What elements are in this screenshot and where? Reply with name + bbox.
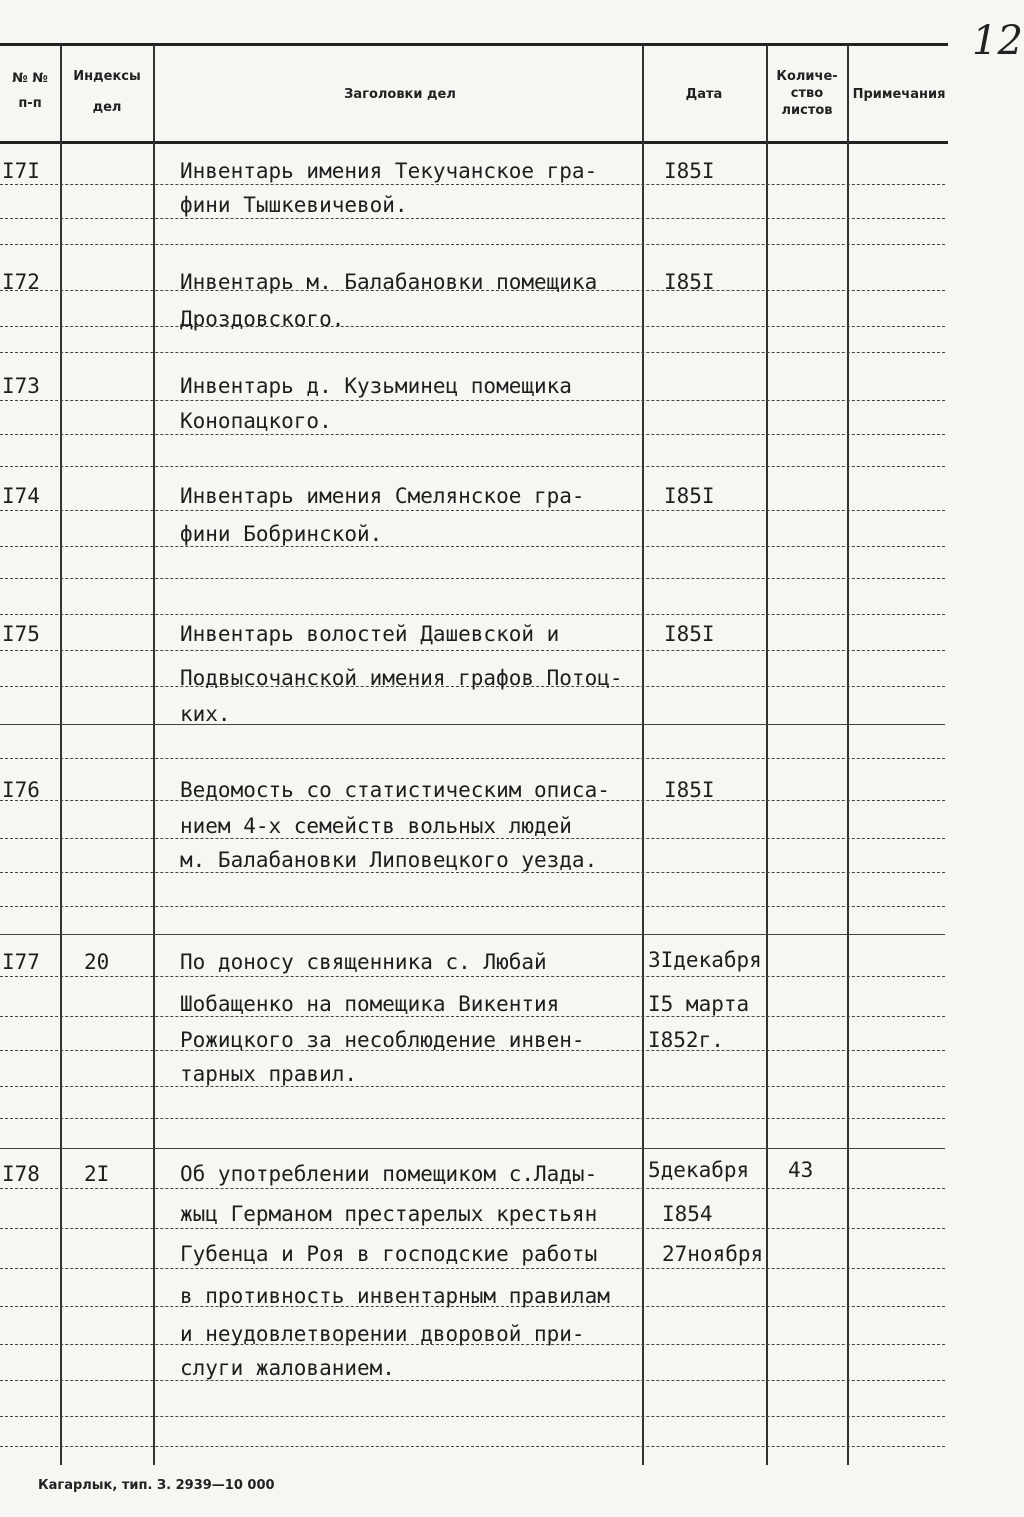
row-date-line: 3Iдекабря <box>648 948 762 972</box>
ruled-line <box>0 1446 945 1448</box>
ruled-line <box>0 1188 945 1190</box>
ruled-line <box>0 400 945 402</box>
ruled-line <box>0 1086 945 1088</box>
column-divider <box>60 45 62 1465</box>
row-date-line: I85I <box>664 270 715 294</box>
row-date-line: I85I <box>664 484 715 508</box>
header-index <box>62 68 152 116</box>
row-title-line: По доносу священника с. Любай <box>180 950 547 974</box>
row-date-line: I852г. <box>648 1028 724 1052</box>
row-title-line: Инвентарь волостей Дашевской и <box>180 622 560 646</box>
row-title-line: Дроздовского. <box>180 307 345 331</box>
row-number: I78 <box>2 1162 40 1186</box>
row-title-line: Подвысочанской имения графов Потоц- <box>180 666 623 690</box>
row-date-line: I85I <box>664 778 715 802</box>
ruled-line <box>0 1118 945 1120</box>
ruled-line <box>0 510 945 512</box>
header-rule-top <box>0 43 948 46</box>
row-number: I73 <box>2 374 40 398</box>
ruled-line <box>0 758 945 760</box>
header-title: Заголовки дел <box>344 87 456 102</box>
row-date-line: I85I <box>664 622 715 646</box>
ruled-line <box>0 724 945 726</box>
ruled-line <box>0 1228 945 1230</box>
row-number: I76 <box>2 778 40 802</box>
row-title-line: м. Балабановки Липовецкого уезда. <box>180 848 598 872</box>
header-rule-bottom <box>0 141 948 144</box>
header-no <box>0 70 60 112</box>
row-index: 20 <box>84 950 110 974</box>
row-title-line: тарных правил. <box>180 1062 358 1086</box>
header-sheets <box>768 68 846 119</box>
row-title-line: Инвентарь имения Текучанское гра- <box>180 159 598 183</box>
header-sheets-line: Количе- <box>776 69 838 84</box>
row-title-line: Конопацкого. <box>180 409 332 433</box>
row-title-line: жыц Германом престарелых крестьян <box>180 1202 598 1226</box>
header-index-line: дел <box>92 100 122 115</box>
header-notes: Примечания <box>852 87 946 102</box>
row-date-line: I854 <box>662 1202 713 1226</box>
row-number: I74 <box>2 484 40 508</box>
row-title-line: и неудовлетворении дворовой при- <box>180 1322 585 1346</box>
row-title-line: в противность инвентарным правилам <box>180 1284 610 1308</box>
header-no-line: п-п <box>18 96 42 111</box>
header-date: Дата <box>685 87 723 102</box>
header-sheets-line: листов <box>781 103 833 118</box>
row-number: I72 <box>2 270 40 294</box>
ruled-line <box>0 650 945 652</box>
ruled-line <box>0 326 945 328</box>
row-date-line: I85I <box>664 159 715 183</box>
row-title-line: Инвентарь д. Кузьминец помещика <box>180 374 572 398</box>
row-title-line: Губенца и Роя в господские работы <box>180 1242 598 1266</box>
printer-imprint: Кагарлык, тип. З. 2939—10 000 <box>38 1478 275 1493</box>
header-sheets-line: ство <box>790 86 824 101</box>
ruled-line <box>0 1268 945 1270</box>
ruled-line <box>0 466 945 468</box>
row-title-line: Инвентарь м. Балабановки помещика <box>180 270 598 294</box>
row-title-line: ких. <box>180 702 231 726</box>
row-date-line: I5 марта <box>648 992 750 1016</box>
row-number: I75 <box>2 622 40 646</box>
row-title-line: Шобащенко на помещика Викентия <box>180 992 560 1016</box>
column-divider <box>847 45 849 1465</box>
row-title-line: Рожицкого за несоблюдение инвен- <box>180 1028 585 1052</box>
header-no-line: № № <box>12 71 48 86</box>
ruled-line <box>0 434 945 436</box>
ruled-line <box>0 244 945 246</box>
row-title-line: фини Бобринской. <box>180 522 383 546</box>
row-date-line: 27ноября <box>662 1242 764 1266</box>
column-divider <box>642 45 644 1465</box>
ruled-line <box>0 934 945 936</box>
ruled-line <box>0 218 945 220</box>
column-divider <box>153 45 155 1465</box>
ruled-line <box>0 1380 945 1382</box>
row-date-line: 5декабря <box>648 1158 750 1182</box>
ruled-line <box>0 1416 945 1418</box>
ruled-line <box>0 614 945 616</box>
row-title-line: Ведомость со статистическим описа- <box>180 778 610 802</box>
ruled-line <box>0 906 945 908</box>
row-title-line: нием 4-х семейств вольных людей <box>180 814 572 838</box>
column-divider <box>766 45 768 1465</box>
header-index-line: Индексы <box>73 69 141 84</box>
ruled-line <box>0 546 945 548</box>
row-title-line: фини Тышкевичевой. <box>180 193 408 217</box>
row-number: I7I <box>2 159 40 183</box>
row-number: I77 <box>2 950 40 974</box>
ruled-line <box>0 1148 945 1150</box>
page-number: 12 <box>972 18 1023 64</box>
row-title-line: слуги жалованием. <box>180 1356 395 1380</box>
row-sheets: 43 <box>788 1158 814 1182</box>
ruled-line <box>0 578 945 580</box>
ruled-line <box>0 976 945 978</box>
row-index: 2I <box>84 1162 110 1186</box>
row-title-line: Инвентарь имения Смелянское гра- <box>180 484 585 508</box>
ruled-line <box>0 352 945 354</box>
row-title-line: Об употреблении помещиком с.Лады- <box>180 1162 598 1186</box>
